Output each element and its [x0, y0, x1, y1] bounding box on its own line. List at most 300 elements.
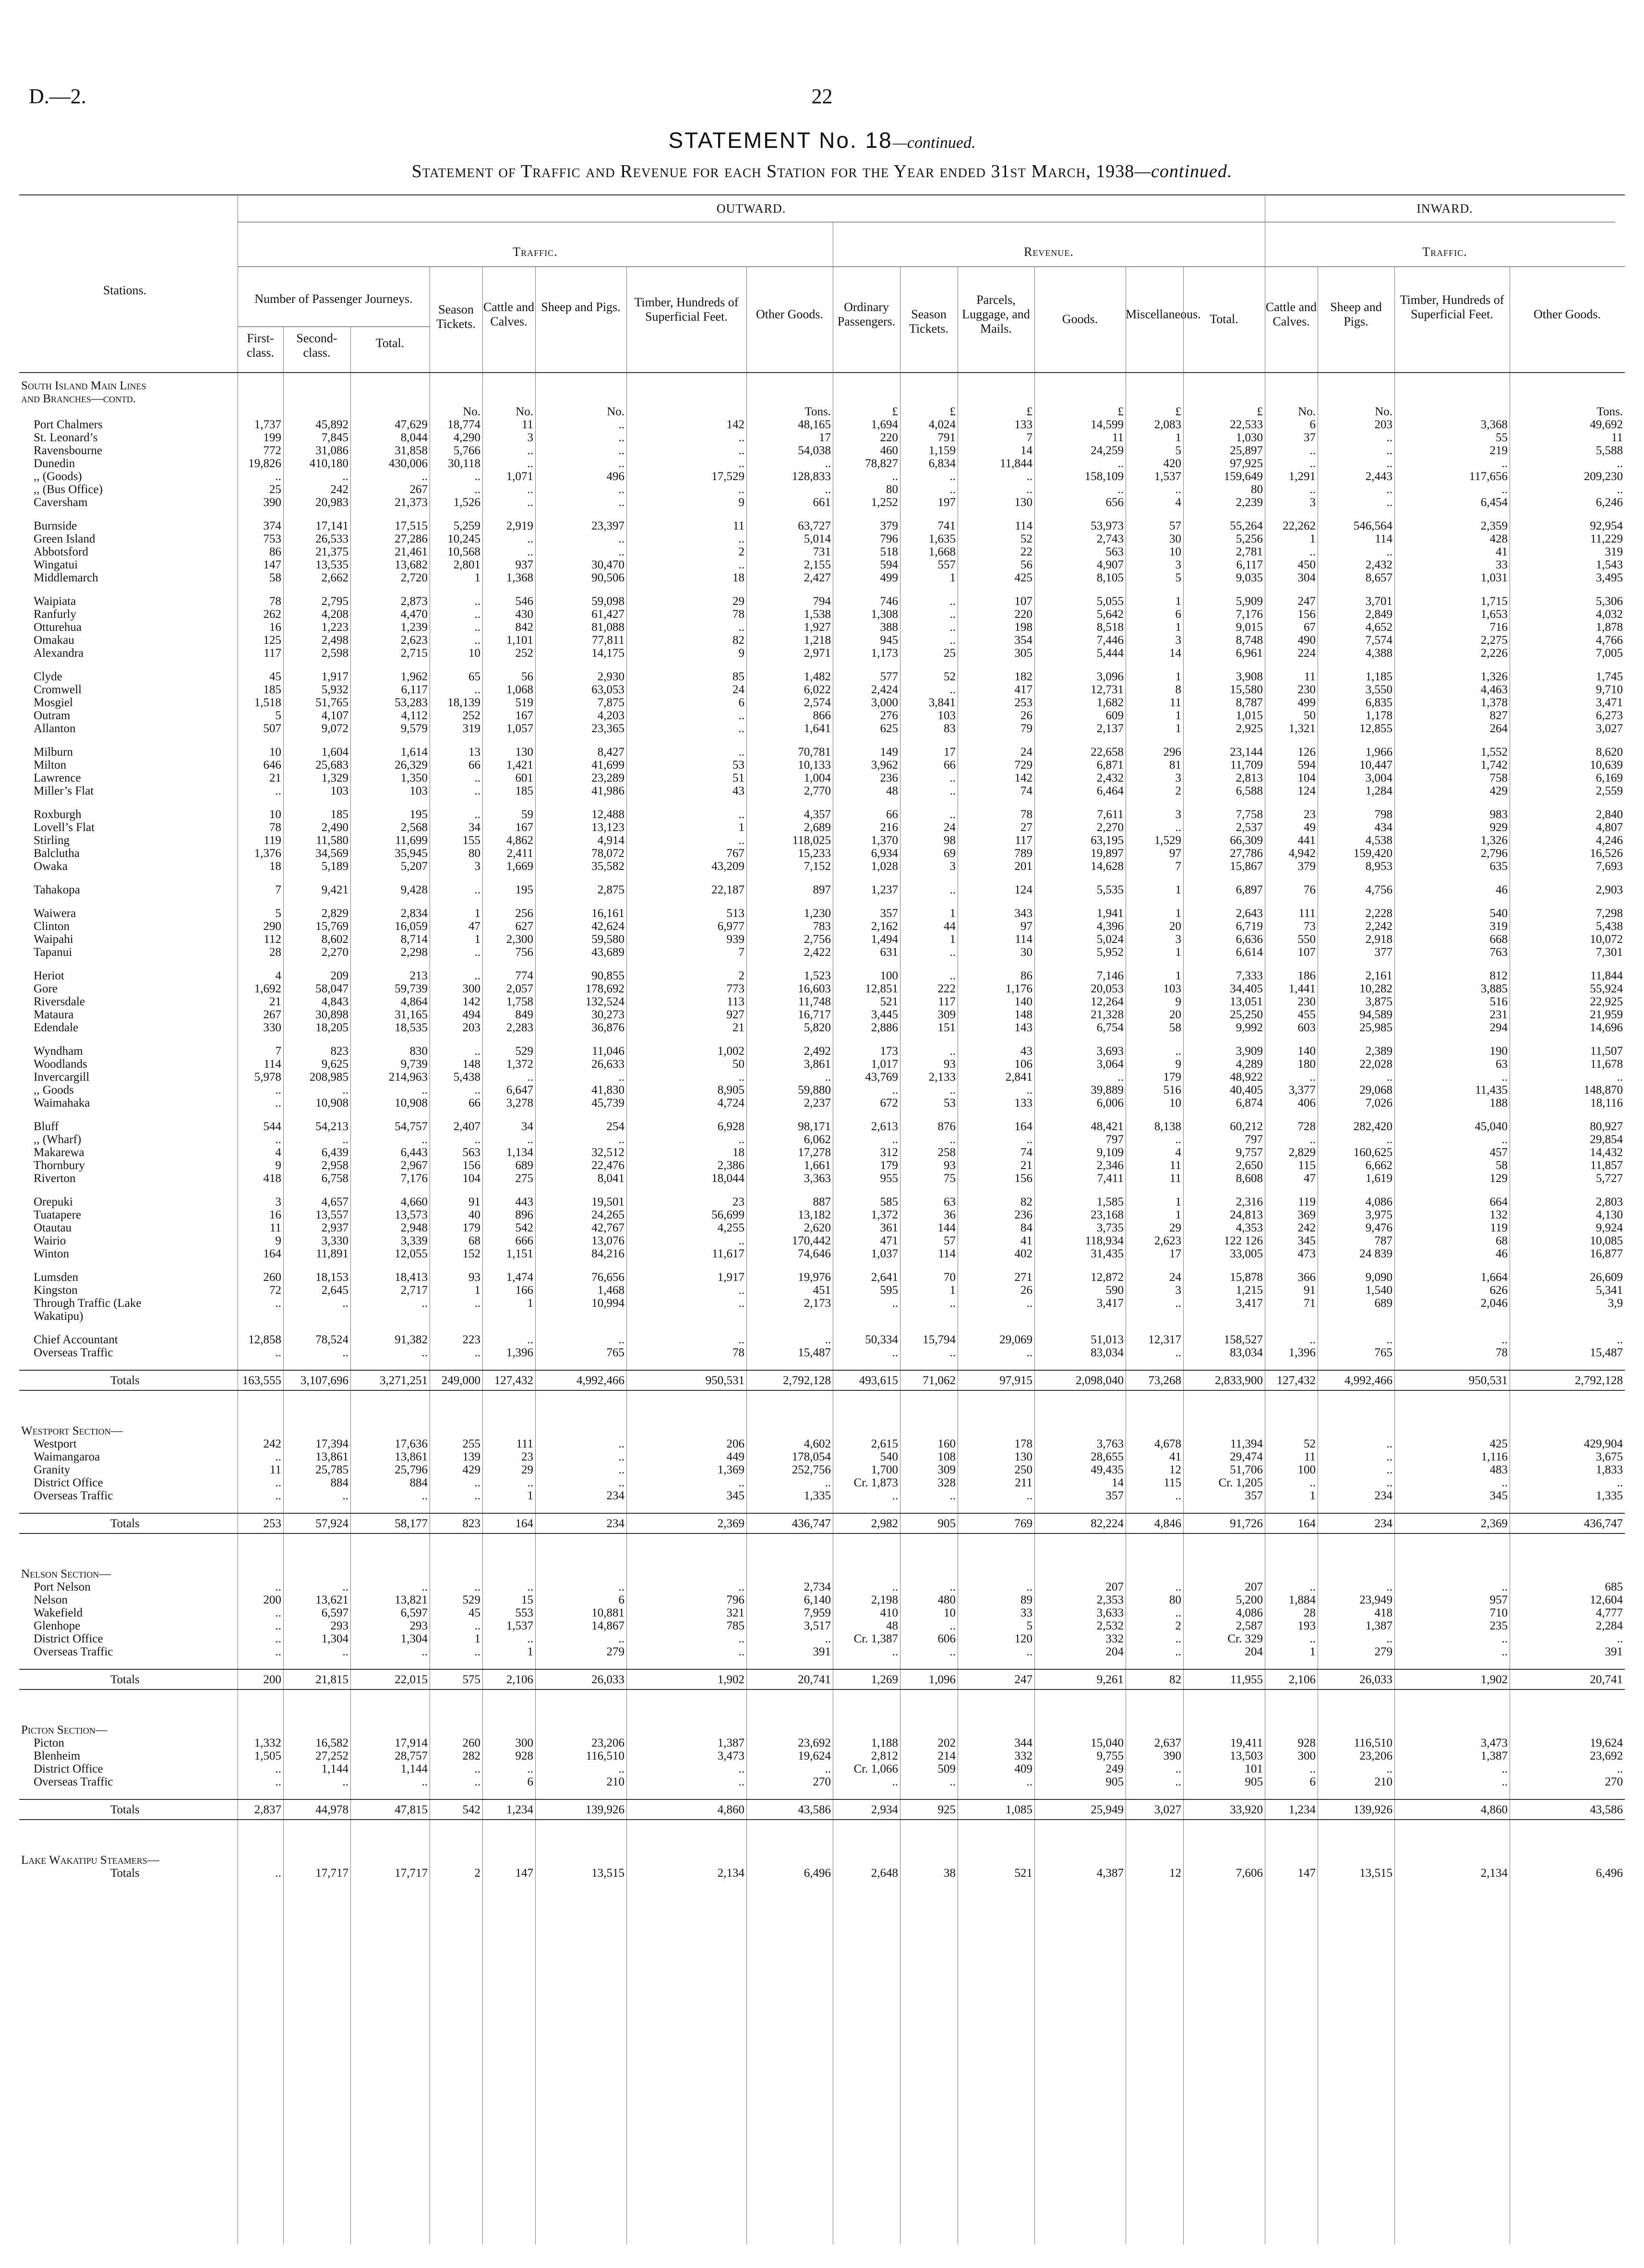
- station-name: Chief Accountant: [34, 1333, 118, 1346]
- station-name: Overseas Traffic: [34, 1775, 113, 1788]
- value-cell: 1,350: [400, 772, 428, 784]
- value-cell: 2,242: [1365, 920, 1392, 933]
- value-cell: 12,488: [591, 808, 624, 821]
- value-cell: ..: [738, 1071, 744, 1084]
- value-cell: 29: [1169, 1221, 1181, 1234]
- header-outward: OUTWARD.: [716, 202, 786, 216]
- value-cell: 436,747: [746, 1513, 833, 1533]
- value-cell: 823: [430, 1513, 482, 1533]
- value-cell: 2,620: [804, 1221, 831, 1234]
- table-row: [19, 483, 1625, 496]
- value-cell: 6: [1175, 608, 1181, 621]
- value-cell: 2,829: [1288, 1146, 1316, 1159]
- value-cell: 213: [409, 969, 428, 982]
- value-cell: 823: [330, 1045, 348, 1058]
- value-cell: 842: [515, 621, 533, 634]
- value-cell: 66: [886, 808, 898, 821]
- value-cell: 11,844: [1590, 969, 1623, 982]
- value-cell: ..: [949, 595, 956, 608]
- value-cell: 4: [1175, 496, 1181, 509]
- station-name: and Branches—contd.: [21, 392, 136, 405]
- value-cell: 2,967: [400, 1159, 428, 1172]
- row-spacer: [19, 873, 1625, 883]
- value-cell: 26,033: [1318, 1669, 1394, 1689]
- value-cell: 10,085: [1590, 1234, 1623, 1247]
- value-cell: 170,442: [792, 1234, 831, 1247]
- value-cell: 2,796: [1480, 847, 1508, 860]
- value-cell: 1,085: [958, 1799, 1034, 1820]
- value-cell: 2,228: [1365, 907, 1392, 920]
- value-cell: [283, 405, 350, 418]
- table-row: [19, 1333, 1625, 1346]
- value-cell: 70,781: [798, 746, 831, 759]
- value-cell: 185: [330, 808, 348, 821]
- value-cell: 797: [1245, 1133, 1263, 1146]
- value-cell: 31,165: [395, 1008, 428, 1021]
- header-parcels: Parcels, Luggage, and Mails.: [962, 293, 1030, 336]
- value-cell: 51,765: [315, 696, 348, 709]
- value-cell: 56,699: [711, 1208, 744, 1221]
- value-cell: 812: [1489, 969, 1508, 982]
- value-cell: 798: [1374, 808, 1392, 821]
- value-cell: 1,057: [506, 722, 533, 735]
- value-cell: 282: [462, 1749, 480, 1762]
- value-cell: 45,892: [315, 418, 348, 431]
- value-cell: 2,432: [1365, 558, 1392, 571]
- row-spacer: [19, 660, 1625, 670]
- value-cell: 2,411: [506, 847, 533, 860]
- value-cell: 10: [269, 746, 281, 759]
- value-cell: 242: [330, 483, 348, 496]
- station-name: Green Island: [34, 532, 96, 545]
- value-cell: ..: [275, 784, 281, 797]
- value-cell: ..: [738, 1133, 744, 1146]
- value-cell: ..: [1501, 1762, 1508, 1775]
- value-cell: 97,925: [1230, 457, 1263, 470]
- value-cell: 3,473: [717, 1749, 744, 1762]
- table-row: [19, 621, 1625, 634]
- value-cell: 2,623: [1154, 1234, 1181, 1247]
- value-cell: ..: [738, 1645, 744, 1658]
- value-cell: 5,259: [453, 519, 480, 532]
- value-cell: 43,689: [591, 946, 624, 959]
- value-cell: 59,580: [591, 933, 624, 946]
- value-cell: ..: [1501, 457, 1508, 470]
- value-cell: ..: [738, 1762, 744, 1775]
- value-cell: 430,006: [388, 457, 428, 470]
- value-cell: 5: [1026, 1619, 1032, 1632]
- value-cell: 52: [944, 670, 956, 683]
- value-cell: 425: [1014, 571, 1032, 584]
- value-cell: 166: [515, 1284, 533, 1297]
- value-cell: 6,022: [804, 683, 831, 696]
- value-cell: 1,396: [1288, 1346, 1316, 1359]
- station-name: Overseas Traffic: [34, 1645, 113, 1658]
- value-cell: 50,334: [865, 1333, 898, 1346]
- value-cell: 11: [1169, 1159, 1181, 1172]
- value-cell: 1,641: [804, 722, 831, 735]
- value-cell: 1,335: [804, 1489, 831, 1502]
- value-cell: 3,278: [506, 1097, 533, 1110]
- table-row: [19, 1084, 1625, 1097]
- table-row: [19, 1172, 1625, 1185]
- value-cell: 21,373: [395, 496, 428, 509]
- value-cell: 409: [1014, 1762, 1032, 1775]
- passenger-rule: [238, 326, 430, 327]
- value-cell: 53,283: [395, 696, 428, 709]
- value-cell: 18,139: [447, 696, 480, 709]
- value-cell: ..: [1386, 1476, 1392, 1489]
- title-continued: —continued.: [892, 134, 976, 152]
- value-cell: ..: [1026, 470, 1032, 483]
- station-name: Totals: [19, 1799, 238, 1820]
- value-cell: ..: [1175, 1489, 1181, 1502]
- value-cell: 70: [944, 1271, 956, 1284]
- value-cell: 3,633: [1096, 1606, 1124, 1619]
- value-cell: 41,830: [591, 1084, 624, 1097]
- value-cell: 2,813: [1236, 772, 1263, 784]
- value-cell: 2,598: [321, 647, 348, 660]
- value-cell: 1,917: [321, 670, 348, 683]
- value-cell: 18,413: [395, 1271, 428, 1284]
- value-cell: Cr. 329: [1227, 1632, 1263, 1645]
- value-cell: 15: [521, 1593, 533, 1606]
- value-cell: ..: [738, 558, 744, 571]
- value-cell: 1,173: [871, 647, 898, 660]
- value-cell: 939: [726, 933, 744, 946]
- value-cell: ..: [949, 784, 956, 797]
- value-cell: 115: [1298, 1159, 1316, 1172]
- value-cell: 11,955: [1183, 1669, 1265, 1689]
- value-cell: 19,411: [1230, 1737, 1263, 1749]
- value-cell: ..: [1175, 1606, 1181, 1619]
- value-cell: 7,152: [804, 860, 831, 873]
- value-cell: 18,205: [315, 1021, 348, 1034]
- value-cell: 1,230: [804, 907, 831, 920]
- value-cell: 7,301: [1596, 946, 1623, 959]
- value-cell: ..: [949, 808, 956, 821]
- value-cell: 9,035: [1236, 571, 1263, 584]
- value-cell: ..: [949, 1619, 956, 1632]
- station-name: Blenheim: [34, 1749, 81, 1762]
- table-row: [19, 1645, 1625, 1658]
- value-cell: 2,162: [871, 920, 898, 933]
- value-cell: 24,813: [1230, 1208, 1263, 1221]
- header-sheep-in: Sheep and Pigs.: [1330, 300, 1382, 328]
- value-cell: 21: [269, 995, 281, 1008]
- value-cell: 47: [468, 920, 480, 933]
- value-cell: ..: [342, 1580, 348, 1593]
- value-cell: 830: [409, 1045, 428, 1058]
- value-cell: 23,365: [591, 722, 624, 735]
- value-cell: 1: [1309, 1645, 1316, 1658]
- value-cell: 1,071: [506, 470, 533, 483]
- table-row: [19, 1450, 1625, 1463]
- value-cell: 115: [1164, 1476, 1181, 1489]
- value-cell: ..: [1501, 1775, 1508, 1788]
- value-cell: 10,245: [447, 532, 480, 545]
- value-cell: ..: [474, 608, 480, 621]
- value-cell: 2,106: [482, 1669, 535, 1689]
- value-cell: ..: [738, 621, 744, 634]
- value-cell: 4,602: [804, 1437, 831, 1450]
- value-cell: 159,649: [1224, 470, 1263, 483]
- value-cell: No.: [516, 405, 533, 418]
- value-cell: 1: [1175, 709, 1181, 722]
- value-cell: 625: [880, 722, 898, 735]
- value-cell: 77,811: [592, 634, 624, 647]
- value-cell: ..: [342, 1346, 348, 1359]
- value-cell: 1: [1175, 969, 1181, 982]
- station-name: Milton: [34, 759, 67, 772]
- value-cell: 43,209: [711, 860, 744, 873]
- table-row: [19, 1271, 1625, 1284]
- value-cell: ..: [1617, 1762, 1623, 1775]
- value-cell: ..: [1175, 483, 1181, 496]
- value-cell: 156: [1297, 608, 1316, 621]
- value-cell: 577: [880, 670, 898, 683]
- value-cell: 10,639: [1590, 759, 1623, 772]
- value-cell: 300: [1297, 1749, 1316, 1762]
- value-cell: 91,726: [1183, 1513, 1265, 1533]
- value-cell: 151: [937, 1021, 956, 1034]
- value-cell: 12,317: [1148, 1333, 1181, 1346]
- value-cell: 28: [269, 946, 281, 959]
- value-cell: 21,375: [315, 545, 348, 558]
- value-cell: 11: [732, 519, 744, 532]
- value-cell: 945: [880, 634, 898, 647]
- value-cell: 927: [726, 1008, 744, 1021]
- value-cell: ..: [1175, 1346, 1181, 1359]
- value-cell: 430: [515, 608, 533, 621]
- value-cell: 209: [330, 969, 348, 982]
- value-cell: 2,237: [804, 1097, 831, 1110]
- value-cell: 796: [880, 532, 898, 545]
- value-cell: ..: [738, 1775, 744, 1788]
- value-cell: 124: [1297, 784, 1316, 797]
- value-cell: 540: [1489, 907, 1508, 920]
- value-cell: 133: [1014, 418, 1032, 431]
- value-cell: ..: [474, 1775, 480, 1788]
- station-name: Burnside: [34, 519, 77, 532]
- value-cell: 2,720: [400, 571, 428, 584]
- station-name: Totals: [19, 1513, 238, 1533]
- value-cell: ..: [618, 1632, 624, 1645]
- value-cell: 402: [1014, 1247, 1032, 1260]
- value-cell: 56: [1020, 558, 1032, 571]
- value-cell: 1,178: [1365, 709, 1392, 722]
- value-cell: 1,494: [871, 933, 898, 946]
- value-cell: 3,417: [1096, 1297, 1124, 1310]
- value-cell: 3,9: [1608, 1297, 1623, 1310]
- value-cell: 26,533: [315, 532, 348, 545]
- value-cell: 2,925: [1236, 722, 1263, 735]
- value-cell: 2,717: [400, 1284, 428, 1297]
- value-cell: 2,155: [804, 558, 831, 571]
- value-cell: 1,369: [717, 1463, 744, 1476]
- value-cell: Cr. 1,387: [853, 1632, 898, 1645]
- value-cell: 130: [515, 746, 533, 759]
- value-cell: 19,624: [798, 1749, 831, 1762]
- value-cell: 74,646: [798, 1247, 831, 1260]
- value-cell: 81,088: [591, 621, 624, 634]
- value-cell: 5,189: [321, 860, 348, 873]
- value-cell: 11: [1112, 431, 1124, 444]
- value-cell: 71: [1304, 1297, 1316, 1310]
- value-cell: ..: [949, 1045, 956, 1058]
- value-cell: 48: [886, 1619, 898, 1632]
- value-cell: 15,867: [1230, 860, 1263, 873]
- value-cell: 279: [606, 1645, 624, 1658]
- table-row: [19, 670, 1625, 683]
- value-cell: 519: [515, 696, 533, 709]
- value-cell: 2,930: [597, 670, 624, 683]
- value-cell: 214,963: [388, 1071, 428, 1084]
- value-cell: 204: [1105, 1645, 1124, 1658]
- value-cell: ..: [1026, 1489, 1032, 1502]
- value-cell: ..: [949, 1346, 956, 1359]
- value-cell: 6,662: [1365, 1159, 1392, 1172]
- value-cell: 43,586: [1510, 1799, 1625, 1820]
- value-cell: 374: [263, 519, 281, 532]
- value-cell: 114: [1015, 933, 1032, 946]
- value-cell: ..: [342, 470, 348, 483]
- value-cell: 26,633: [591, 1058, 624, 1071]
- value-cell: Tons.: [804, 405, 831, 418]
- value-cell: 773: [726, 982, 744, 995]
- row-spacer: [19, 735, 1625, 746]
- value-cell: 21,461: [395, 545, 428, 558]
- value-cell: ..: [1386, 1762, 1392, 1775]
- value-cell: 3,735: [1096, 1221, 1124, 1234]
- value-cell: 2,734: [804, 1580, 831, 1593]
- value-cell: 199: [263, 431, 281, 444]
- value-cell: 2,432: [1096, 772, 1124, 784]
- spacer-cell: [19, 1820, 1625, 1854]
- station-name: Clinton: [34, 920, 70, 933]
- value-cell: 24: [1020, 746, 1032, 759]
- value-cell: 2,300: [506, 933, 533, 946]
- value-cell: 30: [1169, 532, 1181, 545]
- traffic-revenue-table: [19, 379, 1625, 1880]
- value-cell: ..: [275, 1762, 281, 1775]
- value-cell: 2,046: [1480, 1297, 1508, 1310]
- value-cell: ..: [1386, 1450, 1392, 1463]
- value-cell: 20: [1169, 920, 1181, 933]
- value-cell: 9,015: [1236, 621, 1263, 634]
- value-cell: 6,464: [1096, 784, 1124, 797]
- value-cell: 3,701: [1365, 595, 1392, 608]
- value-cell: 1,884: [1288, 1593, 1316, 1606]
- value-cell: 441: [1297, 834, 1316, 847]
- value-cell: 5,438: [453, 1071, 480, 1084]
- value-cell: 6,117: [1236, 558, 1263, 571]
- value-cell: 884: [330, 1476, 348, 1489]
- value-cell: ..: [618, 496, 624, 509]
- section-header-row: [19, 1854, 1625, 1867]
- value-cell: 455: [1297, 1008, 1316, 1021]
- value-cell: 1,329: [321, 772, 348, 784]
- value-cell: ..: [738, 1333, 744, 1346]
- value-cell: 1,234: [482, 1799, 535, 1820]
- value-cell: [958, 1310, 1034, 1323]
- value-cell: 222: [937, 982, 956, 995]
- value-cell: ..: [1501, 483, 1508, 496]
- table-row: [19, 1097, 1625, 1110]
- table-row: [19, 746, 1625, 759]
- value-cell: 82: [1020, 1195, 1032, 1208]
- value-cell: ..: [1386, 496, 1392, 509]
- value-cell: 81: [1169, 759, 1181, 772]
- value-cell: 74: [1020, 1146, 1032, 1159]
- value-cell: 256: [515, 907, 533, 920]
- value-cell: 25,949: [1034, 1799, 1126, 1820]
- value-cell: 24: [732, 683, 744, 696]
- value-cell: 84,216: [591, 1247, 624, 1260]
- value-cell: ..: [1026, 1297, 1032, 1310]
- value-cell: 1,015: [1236, 709, 1263, 722]
- value-cell: 2,875: [597, 883, 624, 896]
- value-cell: 2,427: [804, 571, 831, 584]
- table-row: [19, 847, 1625, 860]
- value-cell: 2,829: [321, 907, 348, 920]
- value-cell: 3,908: [1236, 670, 1263, 683]
- value-cell: 117: [938, 995, 956, 1008]
- value-cell: 4,864: [400, 995, 428, 1008]
- value-cell: 7,026: [1365, 1097, 1392, 1110]
- value-cell: 15,487: [1590, 1346, 1623, 1359]
- table-row: [19, 1749, 1625, 1762]
- value-cell: 36: [944, 1208, 956, 1221]
- value-cell: 51,013: [1091, 1333, 1124, 1346]
- header-cattle-calves: Cattle and Calves.: [483, 300, 535, 328]
- value-cell: 78: [1496, 1346, 1508, 1359]
- value-cell: 83,034: [1091, 1346, 1124, 1359]
- value-cell: 594: [880, 558, 898, 571]
- value-cell: ..: [474, 621, 480, 634]
- station-name: Westport: [34, 1437, 77, 1450]
- value-cell: 4,678: [1154, 1437, 1181, 1450]
- value-cell: 905: [1105, 1775, 1124, 1788]
- value-cell: 2,781: [1236, 545, 1263, 558]
- value-cell: 741: [937, 519, 956, 532]
- value-cell: 164: [1014, 1120, 1032, 1133]
- value-cell: ..: [342, 1489, 348, 1502]
- value-cell: 8,044: [400, 431, 428, 444]
- value-cell: 499: [1297, 696, 1316, 709]
- value-cell: [1394, 1310, 1510, 1323]
- value-cell: 16: [269, 1208, 281, 1221]
- value-cell: 1: [949, 571, 956, 584]
- value-cell: 22,015: [350, 1669, 430, 1689]
- value-cell: 252: [462, 709, 480, 722]
- value-cell: 905: [1245, 1775, 1263, 1788]
- value-cell: 319: [1489, 920, 1508, 933]
- value-cell: 63: [944, 1195, 956, 1208]
- station-name: St. Leonard’s: [34, 431, 98, 444]
- value-cell: 78: [732, 608, 744, 621]
- value-cell: ..: [738, 834, 744, 847]
- table-row: [19, 907, 1625, 920]
- spacer-cell: [19, 1788, 1625, 1799]
- value-cell: 5,766: [453, 444, 480, 457]
- value-cell: 1,004: [804, 772, 831, 784]
- value-cell: 9,421: [321, 883, 348, 896]
- value-cell: 594: [1297, 759, 1316, 772]
- value-cell: 79: [1020, 722, 1032, 735]
- value-cell: 12,055: [395, 1247, 428, 1260]
- value-cell: 789: [1014, 847, 1032, 860]
